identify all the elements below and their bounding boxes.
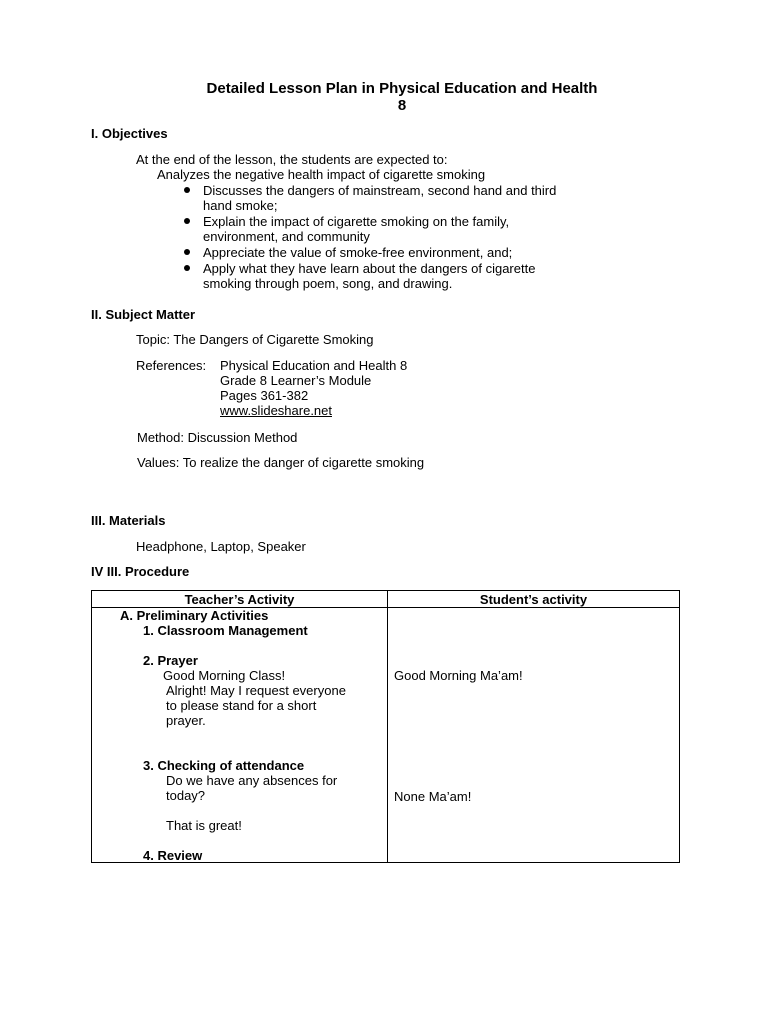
student-reply-attendance: None Ma’am! <box>394 789 472 804</box>
objective-1-line1: Discusses the dangers of mainstream, second hand and third <box>203 183 557 198</box>
prayer-line-3: to please stand for a short <box>166 698 317 713</box>
teacher-activity-header: Teacher’s Activity <box>92 591 388 608</box>
student-reply-greeting: Good Morning Ma’am! <box>394 668 523 683</box>
great-text: That is great! <box>166 818 242 833</box>
bullet-icon <box>184 218 190 224</box>
objectives-intro: At the end of the lesson, the students are expected to: <box>136 152 448 167</box>
objective-3-line1: Appreciate the value of smoke-free environment, and; <box>203 245 513 260</box>
subject-matter-heading: II. Subject Matter <box>91 307 196 322</box>
attendance-heading: 3. Checking of attendance <box>143 758 305 773</box>
prayer-line-4: prayer. <box>166 713 206 728</box>
document-title-line1: Detailed Lesson Plan in Physical Education and Health <box>206 80 598 97</box>
prayer-line-2: Alright! May I request everyone <box>166 683 346 698</box>
materials-heading: III. Materials <box>91 513 166 528</box>
values-text: Values: To realize the danger of cigarette smoking <box>137 455 425 470</box>
procedure-heading: IV III. Procedure <box>91 564 190 579</box>
method-text: Method: Discussion Method <box>137 430 298 445</box>
procedure-table <box>91 590 680 863</box>
review-heading: 4. Review <box>143 848 203 863</box>
reference-1: Physical Education and Health 8 <box>220 358 408 373</box>
objective-2-line1: Explain the impact of cigarette smoking on the family, <box>203 214 510 229</box>
teacher-activity-cell <box>92 608 388 863</box>
student-activity-cell <box>388 608 680 863</box>
materials-text: Headphone, Laptop, Speaker <box>136 539 306 554</box>
attendance-line-1: Do we have any absences for <box>166 773 338 788</box>
objective-4-line2: smoking through poem, song, and drawing. <box>203 276 453 291</box>
preliminary-activities: A. Preliminary Activities <box>120 608 269 623</box>
document-title-line2: 8 <box>397 97 407 114</box>
reference-3: Pages 361-382 <box>220 388 309 403</box>
student-activity-header: Student’s activity <box>388 591 680 608</box>
table-header-row <box>92 591 680 608</box>
objectives-heading: I. Objectives <box>91 126 168 141</box>
attendance-line-2: today? <box>166 788 206 803</box>
bullet-icon <box>184 249 190 255</box>
bullet-icon <box>184 187 190 193</box>
table-row <box>92 608 680 863</box>
classroom-management: 1. Classroom Management <box>143 623 308 638</box>
objective-4-line1: Apply what they have learn about the dangers of cigarette <box>203 261 536 276</box>
bullet-icon <box>184 265 190 271</box>
objectives-sub: Analyzes the negative health impact of cigarette smoking <box>157 167 486 182</box>
objective-1-line2: hand smoke; <box>203 198 278 213</box>
objective-2-line2: environment, and community <box>203 229 370 244</box>
reference-2: Grade 8 Learner’s Module <box>220 373 372 388</box>
references-label: References: <box>136 358 207 373</box>
topic-text: Topic: The Dangers of Cigarette Smoking <box>136 332 374 347</box>
reference-link[interactable]: www.slideshare.net <box>220 403 332 418</box>
prayer-heading: 2. Prayer <box>143 653 198 668</box>
prayer-line-1: Good Morning Class! <box>163 668 286 683</box>
